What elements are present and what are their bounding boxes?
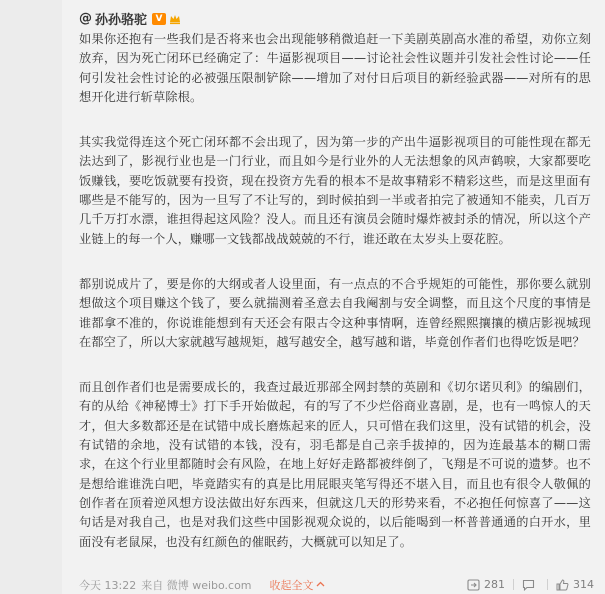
post-footer: [79, 575, 594, 594]
collapse-label: 收起全文: [269, 578, 314, 592]
repost-count: 281: [484, 578, 505, 591]
repost-button[interactable]: [467, 578, 505, 591]
post-time[interactable]: 今天 13:22: [79, 578, 137, 592]
paragraph: 其实我觉得连这个死亡闭环都不会出现了，因为第一步的产出牛逼影视项目的可能性现在都无法达到了，影视行业也是一门行业，而且如今是行业外的人无法想象的风声鹤唳，大家都要吃饭赚钱，要吃饭就要有投资，现在投资方先看的根本不是故事精彩不精彩这些，而是这里面有哪些是不能写的，因为一旦写了不让写的，到时候拍到一半或者拍完了被通知不能卖，几百万几千万打水漂，谁担得起这风险？没人。而且还有演员会随时爆炸被封杀的情况，所以这个产业链上的每一个人，赚哪一文钱都战战兢兢的不行，谁还敢在太岁头上耍花腔。: [79, 135, 591, 246]
crown-icon: [169, 13, 181, 25]
author-prefix: @: [79, 11, 92, 26]
paragraph: 而且创作者们也是需要成长的，我查过最近那部全网封禁的英剧和《切尔诺贝利》的编剧们，有的从给《神秘博士》打下手开始做起，有的写了不少烂俗商业喜剧，是，也有一鸣惊人的天才，但大多数都还是在试错中成长磨炼起来的匠人，只可惜在我们这里，没有试错的机会，没有试错的余地，没有试错的本钱，没有，羽毛都是自己亲手拔掉的，因为连最基本的糊口需求，在这个行业里都随时会有风险，在地上好好走路都被绊倒了，飞翔是不可说的遗梦。也不是想给谁谁洗白吧，毕竟踏实有的真是比用屁眼夹笔写得还不堪入目，而且也有很令人敬佩的创作者在顶着逆风想方设法做出好东西来，但就这几天的形势来看，不必抱任何惊喜了——这句话是对我自己，也是对我们这些中国影视观众说的，以后能喝到一杯普普通通的白开水，里面没有老鼠屎，也没有红颜色的催眠药，大概就可以知足了。: [79, 380, 591, 549]
like-icon: [556, 579, 569, 591]
like-count: 314: [573, 578, 594, 591]
paragraph: 都别说成片了，要是你的大纲或者人设里面，有一点点的不合乎规矩的可能性，那你要么就别想做这个项目赚这个钱了，要么就揣测着圣意去自我阉割与安全调整，而且这个尺度的事情是谁都拿不准的，你说谁能想到有天还会有限古令这种事情啊，连曾经熙熙攘攘的横店影视城现在都空了，所以大家就越写越规矩，越写越安全，越写越和谐，毕竟创作者们也得吃饭是吧？: [79, 276, 591, 349]
vip-badge-icon[interactable]: V: [152, 13, 166, 25]
post-source[interactable]: 来自 微博 weibo.com: [141, 578, 252, 592]
collapse-button[interactable]: [270, 577, 325, 593]
paragraph: 如果你还抱有一些我们是否将来也会出现能够稍微追赶一下美剧英剧高水准的希望，劝你立刻放弃，因为死亡闭环已经确定了：牛逼影视项目——讨论社会性议题并引发社会性讨论——任何引发社会性讨论的必被强压限制铲除——增加了对付日后项目的新经验武器——对所有的思想开化进行斩草除根。: [79, 32, 591, 104]
post-actions: [467, 578, 594, 591]
divider: [513, 579, 514, 590]
like-button[interactable]: [556, 578, 594, 591]
comment-button[interactable]: [522, 579, 539, 591]
repost-icon: [467, 579, 480, 591]
comment-icon: [522, 579, 535, 591]
author-name[interactable]: 孙孙骆驼: [95, 13, 148, 28]
divider: [547, 579, 548, 590]
chevron-up-icon: [316, 580, 325, 589]
author-line[interactable]: [79, 9, 181, 28]
post-content: [79, 30, 591, 578]
